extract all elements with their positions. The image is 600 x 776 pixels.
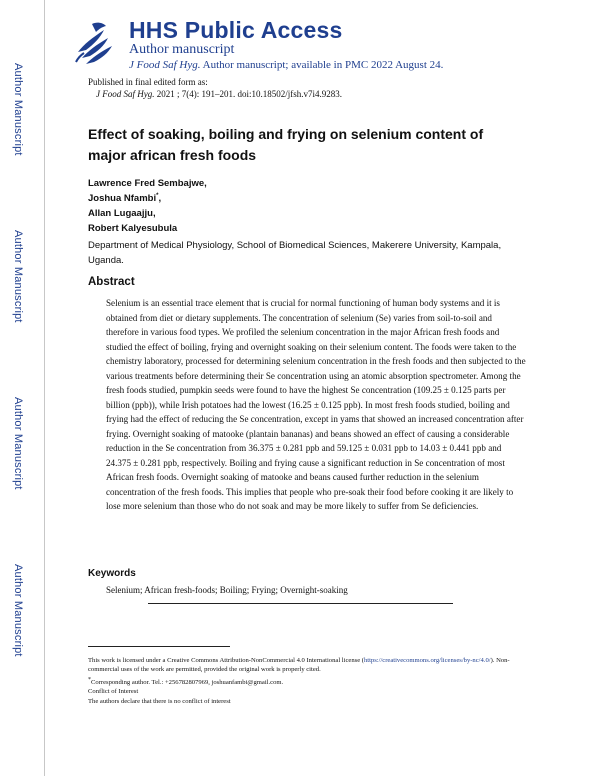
author-name: Robert Kalyesubula: [88, 223, 178, 234]
sidebar-label-1: Author Manuscript: [12, 63, 24, 156]
conflict-of-interest-text: The authors declare that there is no conflict of interest: [88, 698, 231, 705]
hhs-eagle-logo-icon: [72, 18, 116, 68]
conflict-of-interest-heading: Conflict of Interest: [88, 688, 139, 695]
keywords-heading: Keywords: [88, 568, 136, 579]
footnote-divider: [88, 646, 230, 647]
published-citation: J Food Saf Hyg. 2021 ; 7(4): 191–201. doi:10.18502/jfsh.v7i4.9283.: [96, 89, 342, 99]
author-name: Allan Lugaajju,: [88, 208, 156, 219]
author-manuscript-label: Author manuscript: [129, 42, 235, 57]
article-title: Effect of soaking, boiling and frying on selenium content of major african fresh foods: [88, 126, 484, 163]
sidebar-divider: [44, 0, 45, 776]
abstract-text: Selenium is an essential trace element that is crucial for normal functioning of human body systems and it is obtained from diet or dietary supplements. The concentration of selenium (Se) varies from soil-to-soil and therefore in various food types. We profiled the selenium concentration in the major African fresh foods and studied the effect of boiling, frying and overnight soaking on their selenium content. The foods were taken to the chemistry laboratory, processed for determining selenium concentration in the fresh foods and then subjected to the various treatments before determining their Se concentration using an atomic absorption spectrometer. Among the fresh foods studied, pumpkin seeds were found to have the highest Se concentration (109.25 ± 0.125 parts per billion (ppb)), while Irish potatoes had the lowest (16.25 ± 0.125 ppb). In most fresh foods studied, boiling and frying had the effect of reducing the Se concentration, except in yams that showed an increased concentration after frying. Overnight soaking of matooke (plantain bananas) and beans showed an effect of causing a considerable reduction in the Se concentration from 36.375 ± 0.281 ppb and 59.125 ± 0.031 ppb to 14.03 ± 0.441 ppb and 24.375 ± 0.281 ppb, respectively. Boiling and frying cause a significant reduction in Se concentration of most African fresh foods. Overnight soaking of matooke and beans caused further reduction in the selenium concentration of the fresh foods. This implies that people who pre-soak their food before cooking it are likely to lose more selenium than those who do not soak and may be more likely to suffer from Se deficiencies.: [106, 298, 526, 511]
license-link[interactable]: https://creativecommons.org/licenses/by-nc/4.0/: [363, 657, 491, 664]
abstract-heading: Abstract: [88, 276, 135, 288]
corresponding-author-footnote: *Corresponding author. Tel.: +256782807969, joshuanfambi@gmail.com.: [88, 677, 284, 687]
author-affiliation: Department of Medical Physiology, School of Biomedical Sciences, Makerere University, Kampala, Uganda.: [88, 240, 502, 266]
sidebar-label-4: Author Manuscript: [12, 564, 24, 657]
license-footnote: This work is licensed under a Creative Commons Attribution-NonCommercial 4.0 International license (https://creativecommons.org/licenses/by-nc/4.0/). Non-commercial uses of the work are permitted, provided the original work is properly cited.: [88, 657, 510, 673]
published-note: Published in final edited form as:: [88, 77, 208, 87]
keywords-text: Selenium; African fresh-foods; Boiling; Frying; Overnight-soaking: [106, 585, 348, 595]
hhs-public-access-title: HHS Public Access: [129, 17, 343, 43]
keywords-divider: [148, 603, 453, 604]
availability-citation: J Food Saf Hyg. Author manuscript; available in PMC 2022 August 24.: [129, 59, 444, 71]
sidebar-label-3: Author Manuscript: [12, 397, 24, 490]
author-name: Lawrence Fred Sembajwe,: [88, 178, 207, 189]
author-name: Joshua Nfambi*,: [88, 193, 162, 205]
sidebar-label-2: Author Manuscript: [12, 230, 24, 323]
